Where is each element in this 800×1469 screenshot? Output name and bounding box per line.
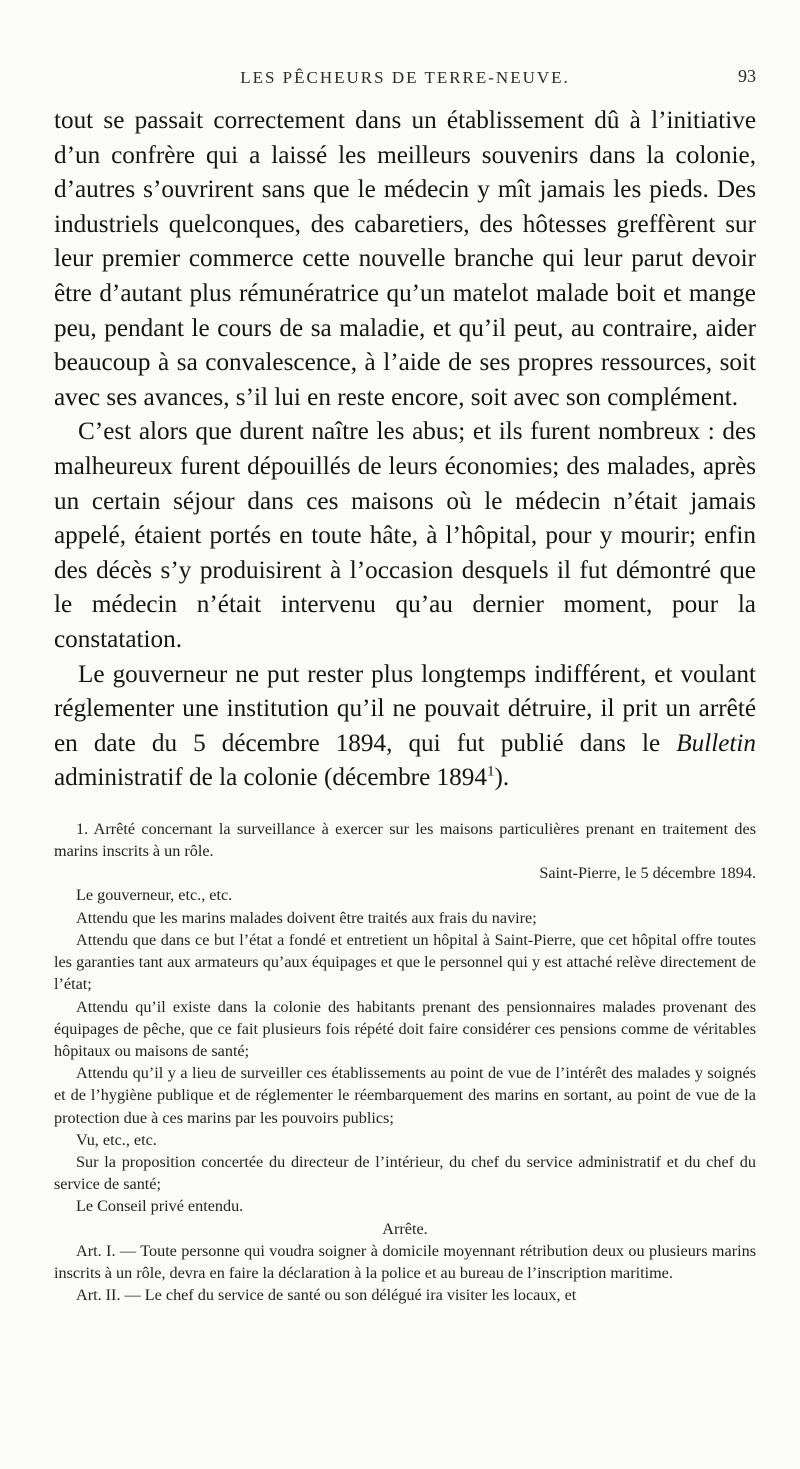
page-number: 93 (738, 66, 756, 86)
footnote-considerant-3: Attendu qu’il existe dans la colonie des habitants prenant des pensionnaires malades provenant des équipages de pêche, que ce fait plusieurs fois répété doit faire considérer ces pensions comme de véritables hôpitaux ou maisons de santé; (54, 997, 756, 1060)
footnote-article-2: Art. II. — Le chef du service de santé ou son délégué ira visiter les locaux, et (76, 1286, 577, 1305)
page-content (54, 62, 756, 1306)
running-title: LES PÊCHEURS DE TERRE-NEUVE. (240, 68, 570, 87)
footnote-proposition: Sur la proposition concertée du directeur de l’intérieur, du chef du service administratif et du chef du service de santé; (54, 1152, 756, 1194)
footnote (54, 818, 756, 1306)
footnote-considerant-2: Attendu que dans ce but l’état a fondé et entretient un hôpital à Saint-Pierre, que cet hôpital offre toutes les garanties tant aux armateurs qu’aux équipages et que le personnel qui y est attaché relève directement de l’état; (54, 930, 756, 994)
footnote-considerant-1: Attendu que les marins malades doivent être traités aux frais du navire; (76, 908, 537, 927)
paragraph-2: C’est alors que durent naître les abus; et ils furent nombreux : des malheureux furent dépouillés de leurs économies; des malades, après un certain séjour dans ces maisons où le médecin n’était jamais appelé, étaient portés en toute hâte, à l’hôpital, pour y mourir; enfin des décès s’y produisirent à l’occasion desquels il fut démontré que le médecin n’était intervenu qu’au dernier moment, pour la constatation. (54, 418, 756, 653)
footnote-arrete: Arrête. (382, 1219, 428, 1238)
footnote-title: 1. Arrêté concernant la surveillance à exercer sur les maisons particulières prenant en traitement des marins inscrits à un rôle. (54, 819, 756, 861)
paragraph-3-end: ). (494, 764, 510, 792)
paragraph-3-text: Le gouverneur ne put rester plus longtemps indifférent, et voulant réglementer une institution qu’il ne pouvait détruire, il prit un arrêté en date du 5 décembre 1894, qui fut publié dans le (54, 660, 756, 757)
bulletin-italic: Bulletin (676, 729, 756, 757)
footnote-vu: Vu, etc., etc. (76, 1130, 157, 1149)
footnote-reference: 1 (486, 763, 495, 780)
footnote-article-1: Art. I. — Toute personne qui voudra soigner à domicile moyennant rétribution deux ou plusieurs marins inscrits à un rôle, devra en faire la déclaration à la police et au bureau de l’inscription maritime. (54, 1241, 756, 1282)
paragraph-3-text-continued: administratif de la colonie (décembre 1894 (54, 764, 487, 792)
page-header (54, 62, 756, 98)
footnote-place-date: Saint-Pierre, le 5 décembre 1894. (539, 864, 756, 883)
footnote-governor: Le gouverneur, etc., etc. (76, 886, 233, 905)
footnote-considerant-4: Attendu qu’il y a lieu de surveiller ces établissements au point de vue de l’intérêt des malades y soignés et de l’hygiène publique et de réglementer le réembarquement des marins en sortant, au point de vue de la protection due à ces marins par les pouvoirs publics; (54, 1064, 756, 1127)
footnote-conseil: Le Conseil privé entendu. (76, 1197, 244, 1216)
paragraph-3 (54, 658, 756, 796)
main-text (54, 104, 756, 796)
paragraph-1: tout se passait correctement dans un établissement dû à l’initiative d’un confrère qui a laissé les meilleurs souvenirs dans la colonie, d’autres s’ouvrirent sans que le médecin y mît jamais les pieds. Des industriels quelconques, des cabaretiers, des hôtesses greffèrent sur leur premier commerce cette nouvelle branche qui leur parut devoir être d’autant plus rémunératrice qu’un matelot malade boit et mange peu, pendant le cours de sa maladie, et qu’il peut, au contraire, aider beaucoup à sa convalescence, à l’aide de ses propres ressources, soit avec ses avances, s’il lui en reste encore, soit avec son complément. (54, 107, 756, 411)
